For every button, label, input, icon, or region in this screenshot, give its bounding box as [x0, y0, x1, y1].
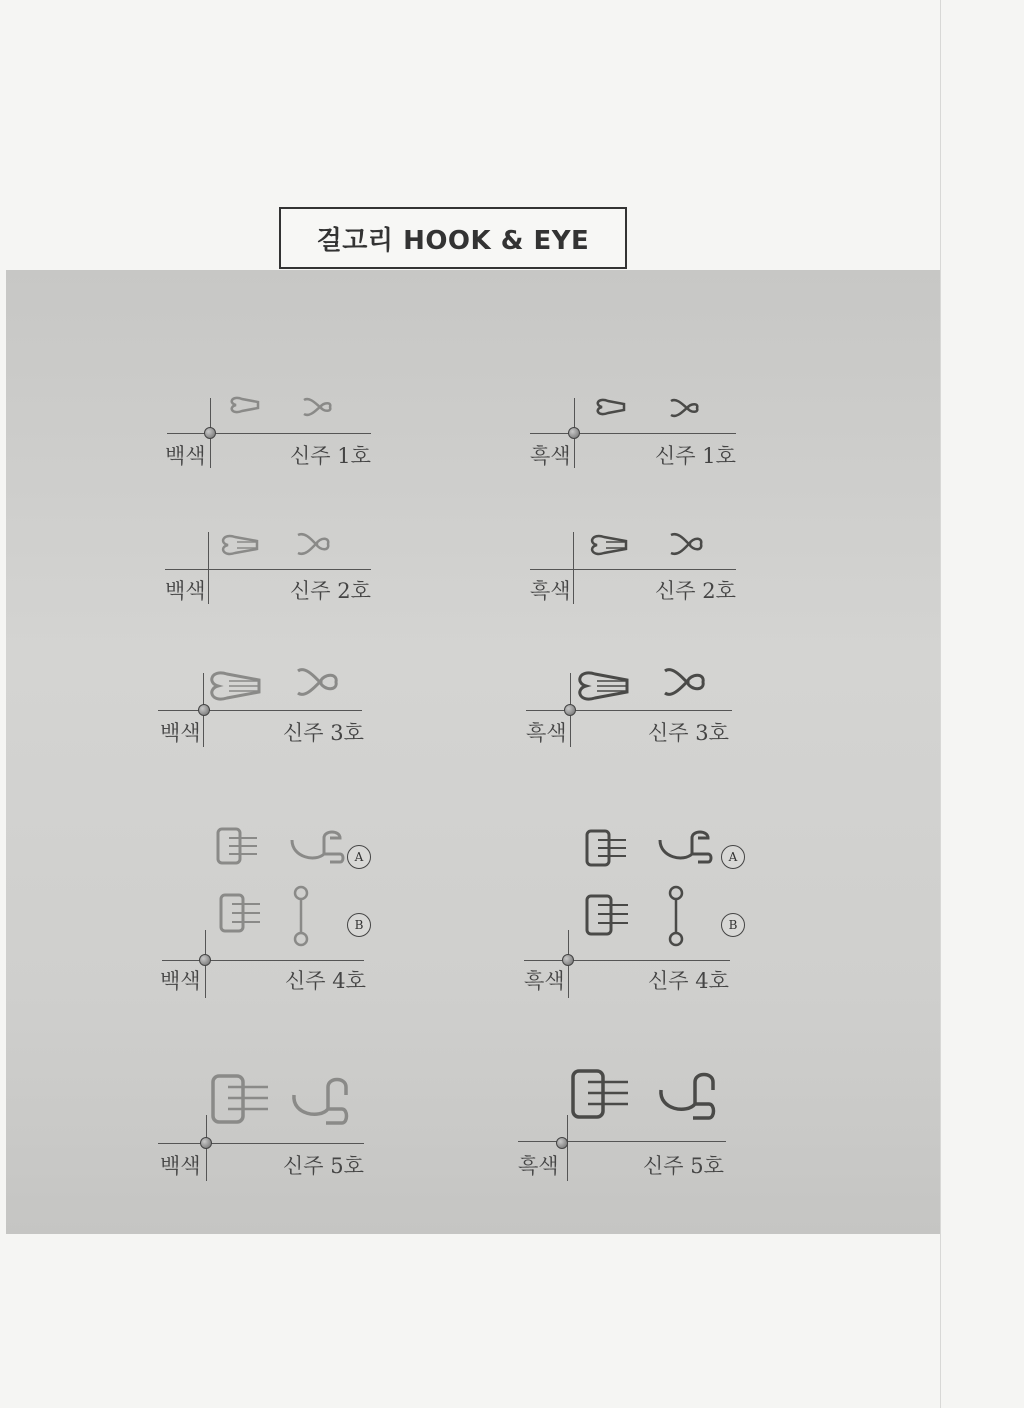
hook-black-1 [594, 397, 628, 417]
baseline [524, 960, 730, 961]
eye-white-5 [290, 1075, 350, 1127]
color-label-black: 흑색 [530, 579, 571, 603]
hook-black-3 [575, 669, 631, 703]
hook-black-2 [588, 533, 630, 557]
eye-black-2 [667, 531, 703, 557]
hook-black-4b [584, 893, 632, 939]
hook-white-4a [215, 826, 261, 868]
baseline [530, 569, 736, 570]
baseline [167, 433, 371, 434]
eye-white-4b [290, 885, 312, 947]
marker-dot [568, 427, 580, 439]
hook-white-2 [219, 533, 261, 557]
color-label-white: 백색 [165, 579, 206, 603]
size-label-1: 신주 1호 [290, 444, 371, 468]
marker-dot [564, 704, 576, 716]
baseline [526, 710, 732, 711]
hook-white-5 [210, 1073, 272, 1127]
baseline [518, 1141, 726, 1142]
size-label-5: 신주 5호 [283, 1154, 364, 1178]
variant-a-badge: A [347, 845, 371, 869]
eye-black-4b [665, 885, 687, 947]
color-label-white: 백색 [160, 1154, 201, 1178]
marker-dot [204, 427, 216, 439]
color-label-black: 흑색 [530, 444, 571, 468]
variant-b-badge: B [347, 913, 371, 937]
size-label-2: 신주 2호 [655, 579, 736, 603]
color-label-white: 백색 [165, 444, 206, 468]
color-label-white: 백색 [160, 969, 201, 993]
marker-dot [199, 954, 211, 966]
eye-black-3 [661, 665, 705, 699]
hook-black-4a [584, 828, 630, 870]
vertical-marker [573, 532, 574, 604]
baseline [165, 569, 371, 570]
color-label-black: 흑색 [524, 969, 565, 993]
size-label-5: 신주 5호 [643, 1154, 724, 1178]
color-label-black: 흑색 [526, 721, 567, 745]
size-label-3: 신주 3호 [648, 721, 729, 745]
hook-white-1 [228, 395, 264, 415]
eye-white-1 [300, 396, 332, 418]
vertical-marker [567, 1115, 568, 1181]
baseline [158, 710, 362, 711]
size-label-2: 신주 2호 [290, 579, 371, 603]
eye-white-3 [294, 665, 338, 699]
eye-white-4a [288, 828, 344, 866]
variant-a-badge: A [721, 845, 745, 869]
baseline [158, 1143, 364, 1144]
eye-black-1 [667, 397, 699, 419]
size-label-3: 신주 3호 [283, 721, 364, 745]
color-label-white: 백색 [160, 721, 201, 745]
marker-dot [200, 1137, 212, 1149]
eye-black-4a [656, 828, 712, 866]
size-label-1: 신주 1호 [655, 444, 736, 468]
baseline [162, 960, 364, 961]
hook-black-5 [570, 1068, 632, 1122]
color-label-black: 흑색 [518, 1154, 559, 1178]
marker-dot [556, 1137, 568, 1149]
size-label-4: 신주 4호 [648, 969, 729, 993]
page-title: 걸고리 HOOK & EYE [279, 207, 627, 269]
eye-black-5 [657, 1070, 717, 1122]
baseline [530, 433, 736, 434]
product-photo [6, 270, 940, 1234]
marker-dot [198, 704, 210, 716]
vertical-marker [208, 532, 209, 604]
size-label-4: 신주 4호 [285, 969, 366, 993]
hook-white-3 [207, 669, 263, 703]
page-edge [940, 0, 941, 1408]
eye-white-2 [294, 531, 330, 557]
hook-white-4b [218, 892, 264, 936]
variant-b-badge: B [721, 913, 745, 937]
